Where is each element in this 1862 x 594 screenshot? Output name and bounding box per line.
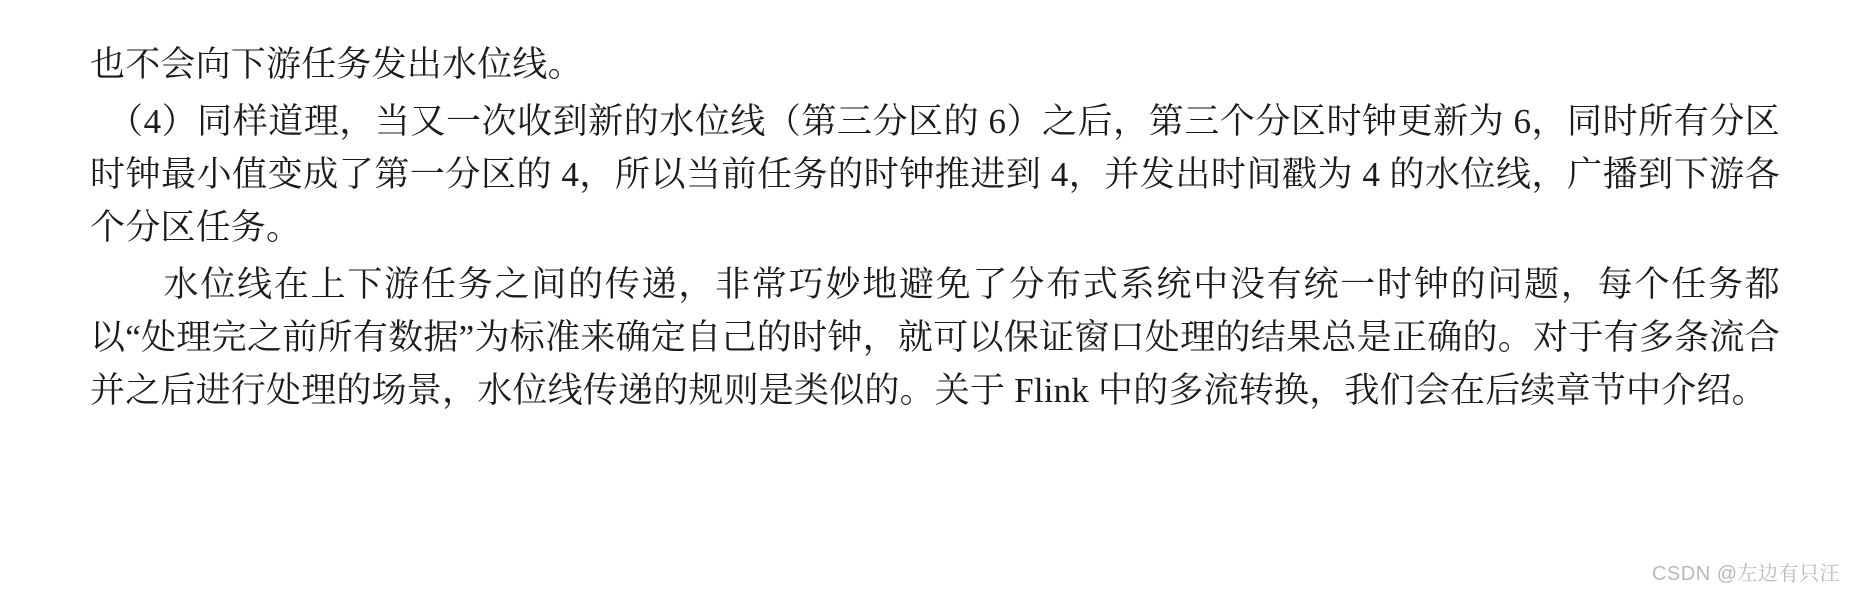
document-text-body [90, 38, 1780, 417]
paragraph-1: 也不会向下游任务发出水位线。 [90, 45, 583, 84]
watermark-label: CSDN @左边有只汪 [1651, 563, 1840, 585]
paragraph-2: （4）同样道理，当又一次收到新的水位线（第三分区的 6）之后，第三个分区时钟更新为 6，同时所有分区时钟最小值变成了第一分区的 4，所以当前任务的时钟推进到 4，并发出时间戳为 4 的水位线，广播到下游各个分区任务。 [90, 102, 1780, 247]
paragraph-3: 水位线在上下游任务之间的传递，非常巧妙地避免了分布式系统中没有统一时钟的问题，每个任务都以“处理完之前所有数据”为标准来确定自己的时钟，就可以保证窗口处理的结果总是正确的。对于有多条流合并之后进行处理的场景，水位线传递的规则是类似的。关于 Flink 中的多流转换，我们会在后续章节中介绍。 [90, 265, 1780, 410]
